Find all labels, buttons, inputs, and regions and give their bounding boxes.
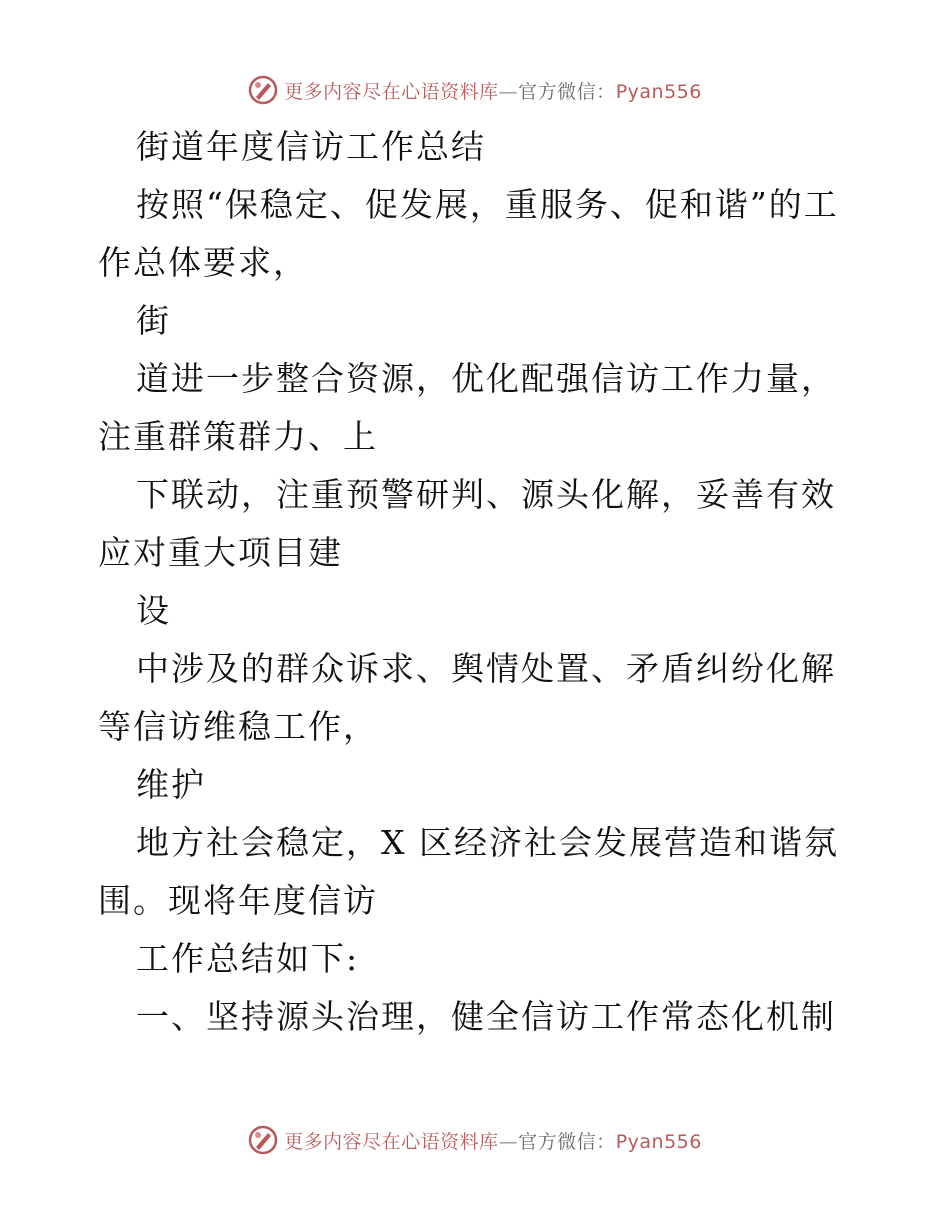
watermark-alt: 官方微信： xyxy=(518,1130,616,1153)
paragraph: 地方社会稳定，X 区经济社会发展营造和谐氛围。现将年度信访 xyxy=(98,823,839,920)
pen-seal-icon xyxy=(248,1125,278,1155)
paragraph: 中涉及的群众诉求、舆情处置、矛盾纠纷化解等信访维稳工作， xyxy=(98,649,836,746)
doc-title: 街道年度信访工作总结 xyxy=(136,127,486,166)
paragraph: 设 xyxy=(136,591,171,630)
watermark-text xyxy=(284,1127,702,1154)
watermark-main: 更多内容尽在心语资料库 xyxy=(284,80,499,103)
watermark-handle: Pyan556 xyxy=(615,1130,702,1153)
watermark-text xyxy=(284,77,702,104)
paragraph: 道进一步整合资源，优化配强信访工作力量，注重群策群力、上 xyxy=(98,359,836,456)
paragraph: 按照“保稳定、促发展，重服务、促和谐”的工作总体要求， xyxy=(98,185,839,282)
watermark-alt: 官方微信： xyxy=(518,80,616,103)
section-heading: 一、坚持源头治理，健全信访工作常态化机制 xyxy=(136,997,836,1036)
document-body xyxy=(98,118,858,1046)
watermark-handle: Pyan556 xyxy=(615,80,702,103)
watermark-main: 更多内容尽在心语资料库 xyxy=(284,1130,499,1153)
header-watermark-banner xyxy=(0,70,950,110)
paragraph: 街 xyxy=(136,301,171,340)
footer-watermark-banner xyxy=(0,1120,950,1160)
watermark-dash: — xyxy=(498,1130,519,1153)
pen-seal-icon xyxy=(248,75,278,105)
paragraph: 工作总结如下: xyxy=(136,939,360,978)
paragraph: 下联动，注重预警研判、源头化解，妥善有效应对重大项目建 xyxy=(98,475,836,572)
paragraph: 维护 xyxy=(136,765,206,804)
watermark-dash: — xyxy=(498,80,519,103)
